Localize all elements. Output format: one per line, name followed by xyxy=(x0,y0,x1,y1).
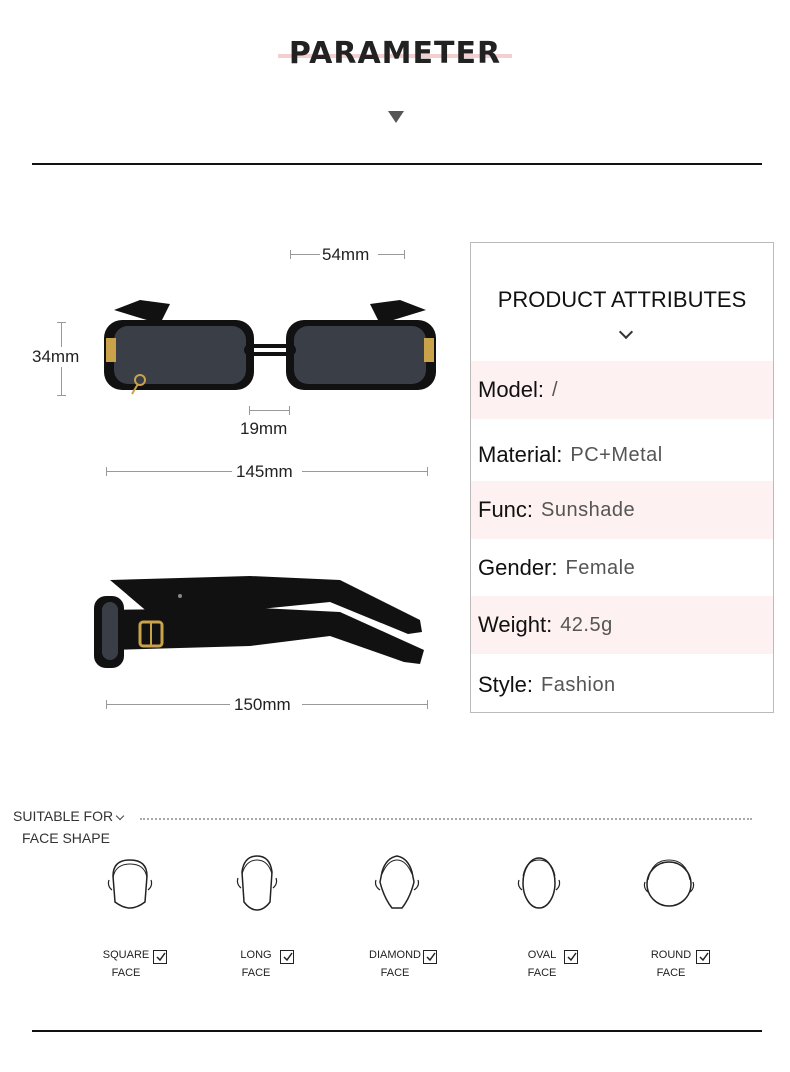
down-triangle-icon xyxy=(388,111,404,123)
checkbox-round xyxy=(696,950,710,964)
temple-length-tick-left xyxy=(106,700,107,709)
attribute-key: Material: xyxy=(478,442,563,467)
face-label-round xyxy=(641,946,701,982)
attribute-row-func xyxy=(471,481,773,539)
attribute-key: Model: xyxy=(478,377,545,402)
face-label-square xyxy=(96,946,156,982)
attribute-row-model xyxy=(471,361,773,419)
page-title: PARAMETER xyxy=(288,36,502,71)
checkbox-oval xyxy=(564,950,578,964)
product-attributes-panel xyxy=(470,242,774,713)
lens-width-line-left xyxy=(290,254,320,255)
attribute-value: Female xyxy=(565,556,636,579)
attribute-key: Style: xyxy=(478,672,534,697)
face-label-line2: FACE xyxy=(527,967,557,979)
lens-height-label: 34mm xyxy=(32,347,80,366)
long-face-icon xyxy=(222,852,292,912)
face-label-line1: OVAL xyxy=(527,949,557,961)
product-attributes-heading: PRODUCT ATTRIBUTES xyxy=(497,287,747,312)
checkbox-square xyxy=(153,950,167,964)
attribute-row-gender xyxy=(471,539,773,597)
face-label-line1: ROUND xyxy=(650,949,692,961)
temple-length-tick-right xyxy=(427,700,428,709)
chevron-down-icon xyxy=(116,812,124,820)
attribute-value: / xyxy=(552,378,559,401)
lens-width-label: 54mm xyxy=(322,245,370,264)
lens-width-tick-left xyxy=(290,250,291,259)
square-face-icon xyxy=(95,852,165,912)
attribute-row-style xyxy=(471,656,773,714)
chevron-down-icon xyxy=(619,325,633,339)
temple-length-line-left xyxy=(106,704,230,705)
check-icon xyxy=(282,951,294,963)
sunglasses-side-image xyxy=(90,570,430,680)
face-label-line2: FACE xyxy=(380,967,410,979)
face-label-line2: FACE xyxy=(656,967,686,979)
checkbox-diamond xyxy=(423,950,437,964)
bridge-line xyxy=(249,410,290,411)
attribute-value: Fashion xyxy=(541,673,616,696)
face-label-long xyxy=(226,946,286,982)
temple-length-label: 150mm xyxy=(234,695,291,714)
face-label-line2: FACE xyxy=(241,967,271,979)
face-label-line1: DIAMOND xyxy=(369,949,421,961)
attribute-row-material xyxy=(471,426,773,484)
check-icon xyxy=(155,951,167,963)
dotted-divider xyxy=(140,818,752,820)
face-label-line1: LONG xyxy=(240,949,272,961)
diamond-face-icon xyxy=(362,852,432,912)
lens-width-tick-right xyxy=(404,250,405,259)
frame-width-line-right xyxy=(302,471,428,472)
oval-face-icon xyxy=(504,852,574,912)
attribute-value: Sunshade xyxy=(541,498,636,521)
frame-width-tick-left xyxy=(106,467,107,476)
divider-bottom xyxy=(32,1030,762,1032)
frame-width-tick-right xyxy=(427,467,428,476)
attribute-key: Gender: xyxy=(478,555,558,580)
checkbox-long xyxy=(280,950,294,964)
bridge-tick-left xyxy=(249,406,250,415)
bridge-tick-right xyxy=(289,406,290,415)
face-label-diamond xyxy=(364,946,426,982)
bridge-label: 19mm xyxy=(240,419,288,438)
temple-length-line-right xyxy=(302,704,428,705)
lens-width-line-right xyxy=(378,254,405,255)
face-label-line2: FACE xyxy=(111,967,141,979)
divider-top xyxy=(32,163,762,165)
face-label-oval xyxy=(512,946,572,982)
attribute-row-weight xyxy=(471,596,773,654)
round-face-icon xyxy=(634,852,704,912)
lens-height-tick-bottom xyxy=(57,395,66,396)
check-icon xyxy=(698,951,710,963)
check-icon xyxy=(566,951,578,963)
face-shape-label: FACE SHAPE xyxy=(22,830,110,846)
frame-width-line-left xyxy=(106,471,232,472)
suitable-for-label: SUITABLE FOR xyxy=(13,808,114,824)
sunglasses-front-image xyxy=(100,290,440,400)
attribute-key: Weight: xyxy=(478,612,553,637)
check-icon xyxy=(425,951,437,963)
attribute-key: Func: xyxy=(478,497,534,522)
attribute-value: 42.5g xyxy=(560,613,613,636)
frame-width-label: 145mm xyxy=(236,462,293,481)
attribute-value: PC+Metal xyxy=(570,443,663,466)
lens-height-tick-top xyxy=(57,322,66,323)
face-label-line1: SQUARE xyxy=(102,949,150,961)
header xyxy=(0,0,790,170)
